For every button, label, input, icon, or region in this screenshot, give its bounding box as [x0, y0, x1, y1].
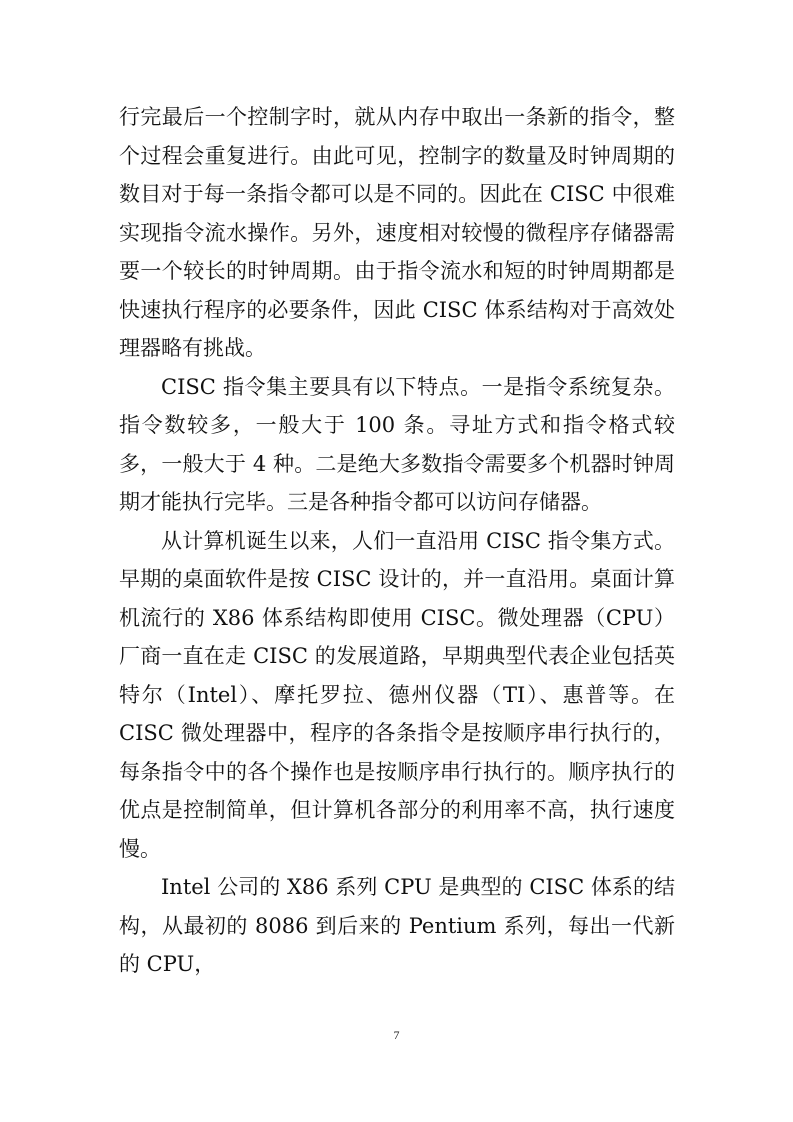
page-number: 7 — [393, 1028, 400, 1042]
paragraph-cisc-history: 从计算机诞生以来，人们一直沿用 CISC 指令集方式。早期的桌面软件是按 CISC 设计的，并一直沿用。桌面计算机流行的 X86 体系结构即使用 CISC。微处理器（CPU）厂商一直在走 CISC 的发展道路，早期典型代表企业包括英特尔（Intel）、摩托罗拉、德州仪器（TI）、惠普等。在 CISC 微处理器中，程序的各条指令是按顺序串行执行的，每条指令中的各个操作也是按顺序串行执行的。顺序执行的优点是控制简单，但计算机各部分的利用率不高，执行速度慢。 — [119, 528, 675, 861]
body-text — [119, 98, 675, 984]
paragraph-intel-x86: Intel 公司的 X86 系列 CPU 是典型的 CISC 体系的结构，从最初的 8086 到后来的 Pentium 系列，每出一代新的 CPU， — [119, 875, 675, 976]
paragraph-continuation: 行完最后一个控制字时，就从内存中取出一条新的指令，整个过程会重复进行。由此可见，控制字的数量及时钟周期的数目对于每一条指令都可以是不同的。因此在 CISC 中很难实现指令流水操作。另外，速度相对较慢的微程序存储器需要一个较长的时钟周期。由于指令流水和短的时钟周期都是快速执行程序的必要条件，因此 CISC 体系结构对于高效处理器略有挑战。 — [119, 105, 675, 360]
paragraph-cisc-features: CISC 指令集主要具有以下特点。一是指令系统复杂。指令数较多，一般大于 100 条。寻址方式和指令格式较多，一般大于 4 种。二是绝大多数指令需要多个机器时钟周期才能执行完毕。三是各种指令都可以访问存储器。 — [119, 374, 675, 514]
